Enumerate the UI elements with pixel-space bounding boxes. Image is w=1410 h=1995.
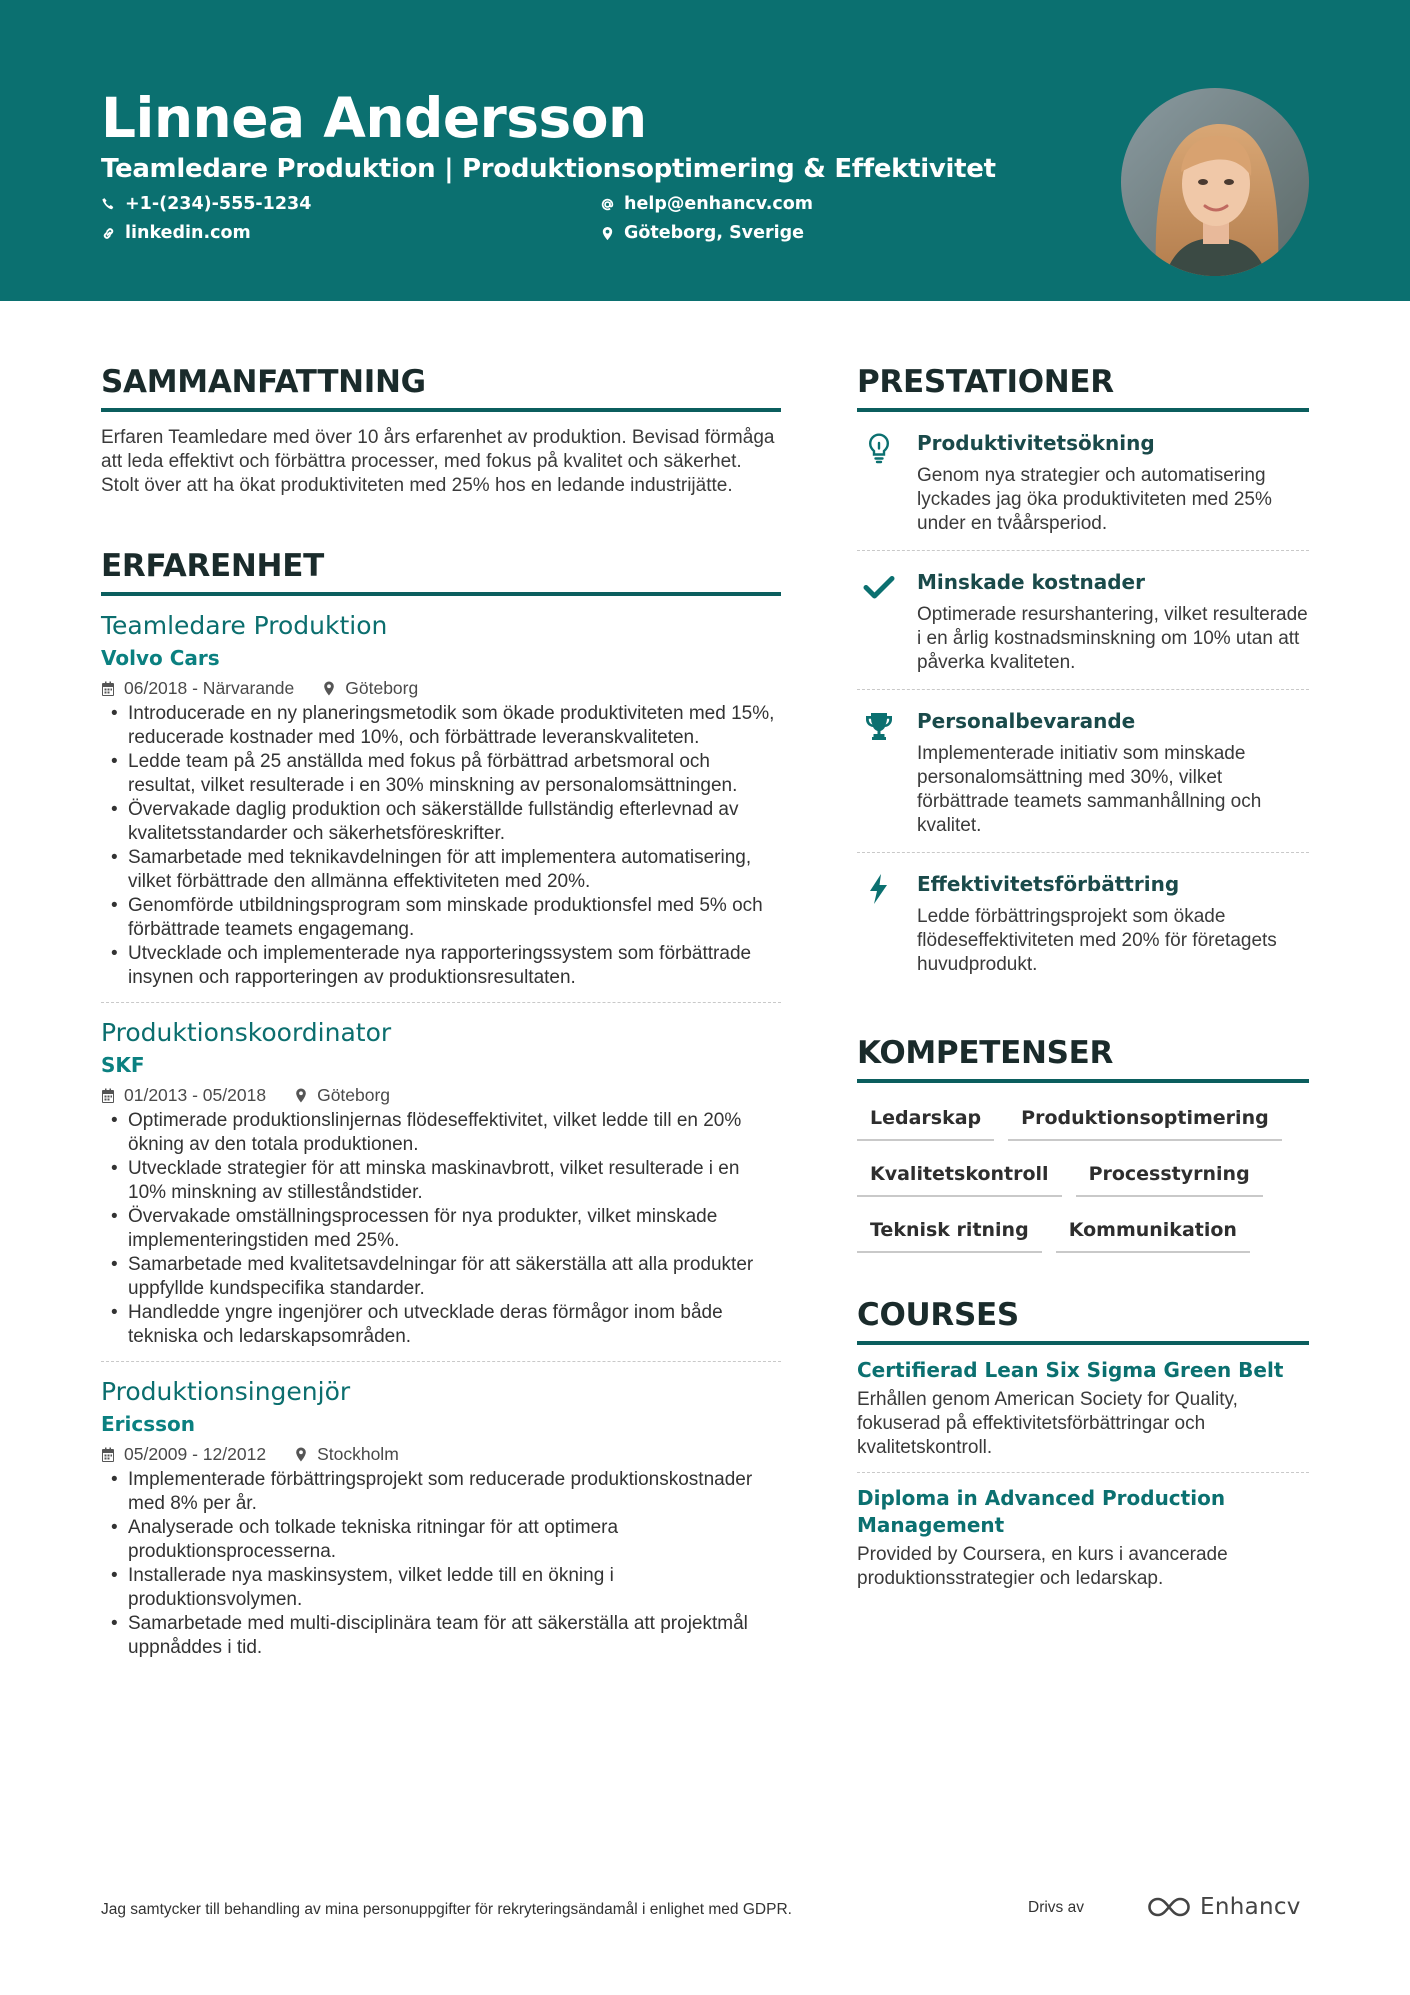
job-bullet: • Utvecklade och implementerade nya rapporteringssystem som förbättrade insynen och rapporteringen av produktionsresultaten. <box>101 942 781 990</box>
location-pin-icon <box>294 1447 308 1462</box>
job-dates: 01/2013 - 05/2018 <box>124 1085 267 1105</box>
job-bullet: • Introducerade en ny planeringsmetodik som ökade produktiviteten med 15%, reducerade kostnader med 10%, och förbättrade leveranskvaliteten. <box>101 702 781 750</box>
course-item <box>857 1473 1309 1603</box>
company-name: SKF <box>101 1053 145 1077</box>
job-location: Stockholm <box>317 1444 399 1464</box>
summary-section <box>101 360 781 498</box>
company-name: Ericsson <box>101 1412 196 1436</box>
skill-tag: Produktionsoptimering <box>1008 1097 1282 1141</box>
courses-section <box>857 1293 1309 1603</box>
calendar-icon <box>101 1088 115 1103</box>
job-bullet: • Ledde team på 25 anställda med fokus på förbättrad arbetsmoral och resultat, vilket resulterade i en 30% minskning av personalomsättningen. <box>101 750 781 798</box>
profile-photo <box>1121 88 1309 276</box>
job-bullet: • Handledde yngre ingenjörer och utvecklade deras förmågor inom både tekniska och ledarskapsområden. <box>101 1301 781 1349</box>
trophy-icon <box>863 710 895 742</box>
calendar-icon <box>101 681 115 696</box>
experience-heading: ERFARENHET <box>101 544 781 596</box>
job-title: Teamledare Produktion <box>101 611 388 640</box>
summary-text: Erfaren Teamledare med över 10 års erfarenhet av produktion. Bevisad förmåga att leda effektivt och förbättra processer, med fokus på kvalitet och säkerhet. Stolt över att ha ökat produktiviteten med 25% hos en ledande industrijätte. <box>101 427 775 496</box>
resume-header <box>0 0 1410 301</box>
achievements-heading: PRESTATIONER <box>857 360 1309 412</box>
skill-tag: Kommunikation <box>1056 1209 1250 1253</box>
job-bullet: • Optimerade produktionslinjernas flödeseffektivitet, vilket ledde till en 20% ökning av den totala produktionen. <box>101 1109 781 1157</box>
lightning-icon <box>863 873 895 905</box>
course-title: Certifierad Lean Six Sigma Green Belt <box>857 1358 1284 1382</box>
achievement-item <box>857 853 1309 991</box>
link-icon <box>101 226 116 241</box>
phone-icon <box>101 197 116 212</box>
phone-text: +1-(234)-555-1234 <box>125 194 312 214</box>
right-column <box>857 360 1309 1603</box>
email-text: help@enhancv.com <box>624 194 814 214</box>
course-desc: Provided by Coursera, en kurs i avancerade produktionsstrategier och ledarskap. <box>857 1544 1228 1589</box>
job-dates: 06/2018 - Närvarande <box>124 678 295 698</box>
contact-location <box>600 221 804 245</box>
skills-heading: KOMPETENSER <box>857 1031 1309 1083</box>
courses-heading: COURSES <box>857 1293 1309 1345</box>
achievement-title: Produktivitetsökning <box>917 431 1155 455</box>
brand-name: Enhancv <box>1200 1894 1301 1920</box>
location-text: Göteborg, Sverige <box>624 223 804 243</box>
company-name: Volvo Cars <box>101 646 220 670</box>
skill-tag: Processtyrning <box>1076 1153 1263 1197</box>
lightbulb-icon <box>863 432 895 464</box>
job-bullet: • Övervakade daglig produktion och säkerställde fullständig efterlevnad av kvalitetsstandarder och säkerhetsföreskrifter. <box>101 798 781 846</box>
skill-tag: Teknisk ritning <box>857 1209 1042 1253</box>
gdpr-consent: Jag samtycker till behandling av mina personuppgifter för rekryteringsändamål i enlighet med GDPR. <box>101 1901 792 1918</box>
job-location: Göteborg <box>345 678 419 698</box>
achievement-desc: Ledde förbättringsprojekt som ökade flödeseffektiviteten med 20% för företagets huvudprodukt. <box>917 906 1277 975</box>
achievement-title: Minskade kostnader <box>917 570 1145 594</box>
job-location: Göteborg <box>317 1085 391 1105</box>
achievement-desc: Implementerade initiativ som minskade personalomsättning med 30%, vilket förbättrade teamets sammanhållning och kvalitet. <box>917 743 1262 836</box>
summary-heading: SAMMANFATTNING <box>101 360 781 412</box>
job-dates: 05/2009 - 12/2012 <box>124 1444 267 1464</box>
job-bullets <box>101 1109 781 1349</box>
achievements-section <box>857 360 1309 991</box>
enhancv-logo[interactable] <box>1146 1893 1301 1921</box>
job-bullets <box>101 1468 781 1660</box>
job-bullet: • Samarbetade med kvalitetsavdelningar för att säkerställa att alla produkter uppfyllde kundspecifika standarder. <box>101 1253 781 1301</box>
achievement-item <box>857 551 1309 690</box>
location-pin-icon <box>294 1088 308 1103</box>
job-bullet: • Samarbetade med multi-disciplinära team för att säkerställa att projektmål uppnåddes i tid. <box>101 1612 781 1660</box>
job-entry <box>101 1362 781 1672</box>
location-pin-icon <box>322 681 336 696</box>
achievement-title: Effektivitetsförbättring <box>917 872 1180 896</box>
enhancv-infinity-icon <box>1146 1893 1192 1921</box>
job-bullets <box>101 702 781 990</box>
achievement-desc: Optimerade resurshantering, vilket resulterade i en årlig kostnadsminskning om 10% utan att påverka kvaliteten. <box>917 604 1308 673</box>
job-meta <box>101 1442 781 1466</box>
job-meta <box>101 1083 781 1107</box>
powered-by-label: Drivs av <box>1028 1899 1084 1916</box>
job-bullet: • Analyserade och tolkade tekniska ritningar för att optimera produktionsprocesserna. <box>101 1516 781 1564</box>
job-bullet: • Genomförde utbildningsprogram som minskade produktionsfel med 5% och förbättrade teamets engagemang. <box>101 894 781 942</box>
linkedin-text: linkedin.com <box>125 223 251 243</box>
contact-email[interactable] <box>600 192 813 216</box>
job-bullet: • Övervakade omställningsprocessen för nya produkter, vilket minskade implementeringstiden med 25%. <box>101 1205 781 1253</box>
achievement-item <box>857 412 1309 551</box>
job-title: Produktionskoordinator <box>101 1018 392 1047</box>
candidate-headline: Teamledare Produktion | Produktionsoptimering & Effektivitet <box>101 154 996 184</box>
calendar-icon <box>101 1447 115 1462</box>
job-bullet: • Samarbetade med teknikavdelningen för att implementera automatisering, vilket förbättrade den allmänna effektiviteten med 20%. <box>101 846 781 894</box>
achievement-title: Personalbevarande <box>917 709 1136 733</box>
course-title: Diploma in Advanced Production Management <box>857 1486 1226 1537</box>
skills-list <box>857 1097 1309 1253</box>
job-bullet: • Utvecklade strategier för att minska maskinavbrott, vilket resulterade i en 10% minskning av stilleståndstider. <box>101 1157 781 1205</box>
location-pin-icon <box>600 226 615 241</box>
job-bullet: • Implementerade förbättringsprojekt som reducerade produktionskostnader med 8% per år. <box>101 1468 781 1516</box>
contact-linkedin[interactable] <box>101 221 251 245</box>
skill-tag: Kvalitetskontroll <box>857 1153 1062 1197</box>
job-meta <box>101 676 781 700</box>
job-title: Produktionsingenjör <box>101 1377 351 1406</box>
skills-section <box>857 1031 1309 1253</box>
job-bullet: • Installerade nya maskinsystem, vilket ledde till en ökning i produktionsvolymen. <box>101 1564 781 1612</box>
contact-phone[interactable] <box>101 192 311 216</box>
left-column <box>101 360 781 1672</box>
candidate-name: Linnea Andersson <box>101 86 647 150</box>
achievement-desc: Genom nya strategier och automatisering lyckades jag öka produktiviteten med 25% under en tvåårsperiod. <box>917 465 1272 534</box>
course-desc: Erhållen genom American Society for Quality, fokuserad på effektivitetsförbättringar och kvalitetskontroll. <box>857 1389 1238 1458</box>
achievement-item <box>857 690 1309 853</box>
at-sign-icon <box>600 197 615 212</box>
job-entry <box>101 596 781 1003</box>
course-item <box>857 1345 1309 1473</box>
experience-section <box>101 544 781 1672</box>
checkmark-icon <box>863 571 895 603</box>
job-entry <box>101 1003 781 1362</box>
skill-tag: Ledarskap <box>857 1097 994 1141</box>
